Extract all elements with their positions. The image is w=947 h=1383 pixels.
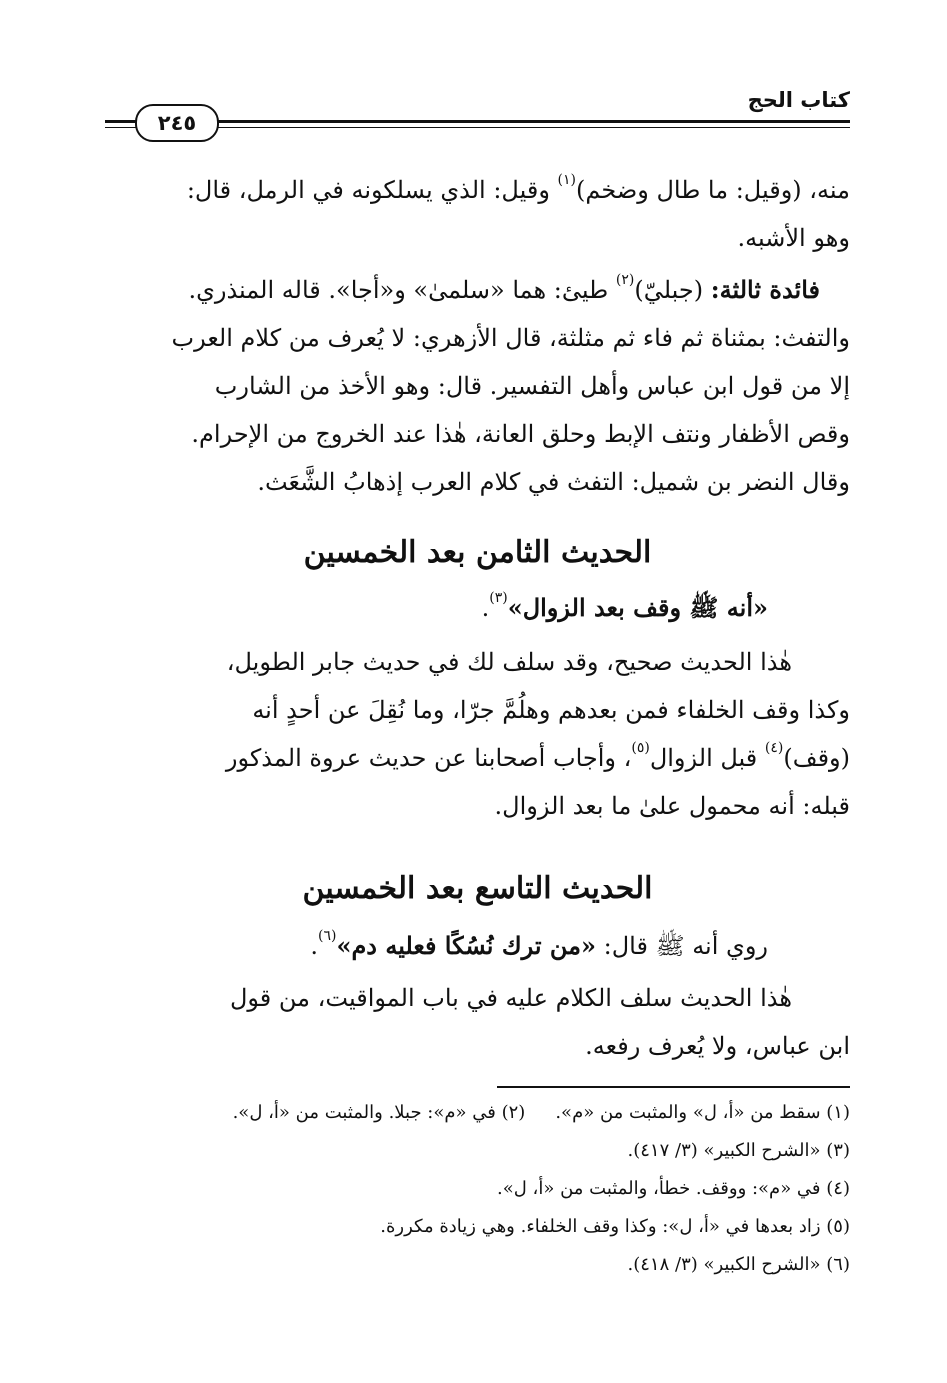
paragraph-1 <box>105 166 850 262</box>
footnote-4: (٤) في «م»: ووقف. خطأ، والمثبت من «أ، ل». <box>497 1178 850 1199</box>
running-title: كتاب الحج <box>747 88 850 112</box>
paragraph-2 <box>105 266 850 506</box>
footnote-2: (٢) في «م»: جبلا. والمثبت من «أ، ل». <box>232 1102 526 1123</box>
section-59-hadith: روي أنه ﷺ قال: «من ترك نُسُكًا فعليه دم»$^{(٦)}$. <box>310 928 768 960</box>
paragraph-2-line-1: فائدة ثالثة: (جبليّ)$^{(٢)}$ طيئ: هما «سلمىٰ» و«أجا». قاله المنذري. <box>188 272 820 304</box>
page-header <box>105 84 850 144</box>
footnote-ref-4: (٤) <box>764 740 784 756</box>
section-59-line-1: هٰذا الحديث سلف الكلام عليه في باب المواقيت، من قول <box>229 984 792 1012</box>
footnote-ref-3: (٣) <box>489 590 508 606</box>
section-59-body <box>105 974 850 1070</box>
section-58-line-2: وكذا وقف الخلفاء فمن بعدهم وهلُمَّ جرّا، وما نُقِلَ عن أحدٍ أنه <box>252 696 850 724</box>
footnote-1: (١) سقط من «أ، ل» والمثبت من «م». <box>555 1102 850 1123</box>
page-number: ٢٤٥ <box>135 104 219 142</box>
section-58-line-1: هٰذا الحديث صحيح، وقد سلف لك في حديث جابر الطويل، <box>226 648 792 676</box>
footnote-row-1 <box>105 1094 850 1132</box>
footnote-ref-1: (١) <box>557 172 577 188</box>
paragraph-2-line-5: وقال النضر بن شميل: التفث في كلام العرب إذهابُ الشَّعَث. <box>257 468 850 496</box>
paragraph-2-line-4: وقص الأظفار ونتف الإبط وحلق العانة، هٰذا عند الخروج من الإحرام. <box>191 420 850 448</box>
section-59-line-2: ابن عباس، ولا يُعرف رفعه. <box>585 1032 850 1060</box>
section-59-heading: الحديث التاسع بعد الخمسين <box>302 871 653 906</box>
footnote-5: (٥) زاد بعدها في «أ، ل»: وكذا وقف الخلفاء. وهي زيادة مكررة. <box>380 1216 850 1237</box>
paragraph-1-line-2: وهو الأشبه. <box>737 224 850 252</box>
paragraph-2-line-2: والتفث: بمثناة ثم فاء ثم مثلثة، قال الأزهري: لا يُعرف من كلام العرب <box>171 324 850 352</box>
footnote-6: (٦) «الشرح الكبير» (٣/ ٤١٨). <box>627 1254 850 1275</box>
section-58-line-3: (وقف)$^{(٤)}$ قبل الزوال$^{(٥)}$، وأجاب أصحابنا عن حديث عروة المذكور <box>225 740 850 772</box>
section-58-hadith: «أنه ﷺ وقف بعد الزوال»$^{(٣)}$. <box>481 590 768 622</box>
footnotes <box>105 1094 850 1284</box>
footnote-separator <box>497 1086 850 1088</box>
paragraph-2-line-3: إلا من قول ابن عباس وأهل التفسير. قال: وهو الأخذ من الشارب <box>214 372 850 400</box>
section-58-heading: الحديث الثامن بعد الخمسين <box>303 535 652 570</box>
footnote-3: (٣) «الشرح الكبير» (٣/ ٤١٧). <box>627 1140 850 1161</box>
section-58-body <box>105 638 850 830</box>
paragraph-1-line-1: منه، (وقيل: ما طال وضخم)$^{(١)}$ وقيل: الذي يسلكونه في الرمل، قال: <box>186 172 850 204</box>
footnote-ref-5: (٥) <box>631 740 650 756</box>
section-58-line-4: قبله: أنه محمول علىٰ ما بعد الزوال. <box>494 792 850 820</box>
footnote-ref-6: (٦) <box>317 928 337 944</box>
benefit-label: فائدة ثالثة: <box>710 275 820 304</box>
footnote-ref-2: (٢) <box>615 272 635 288</box>
